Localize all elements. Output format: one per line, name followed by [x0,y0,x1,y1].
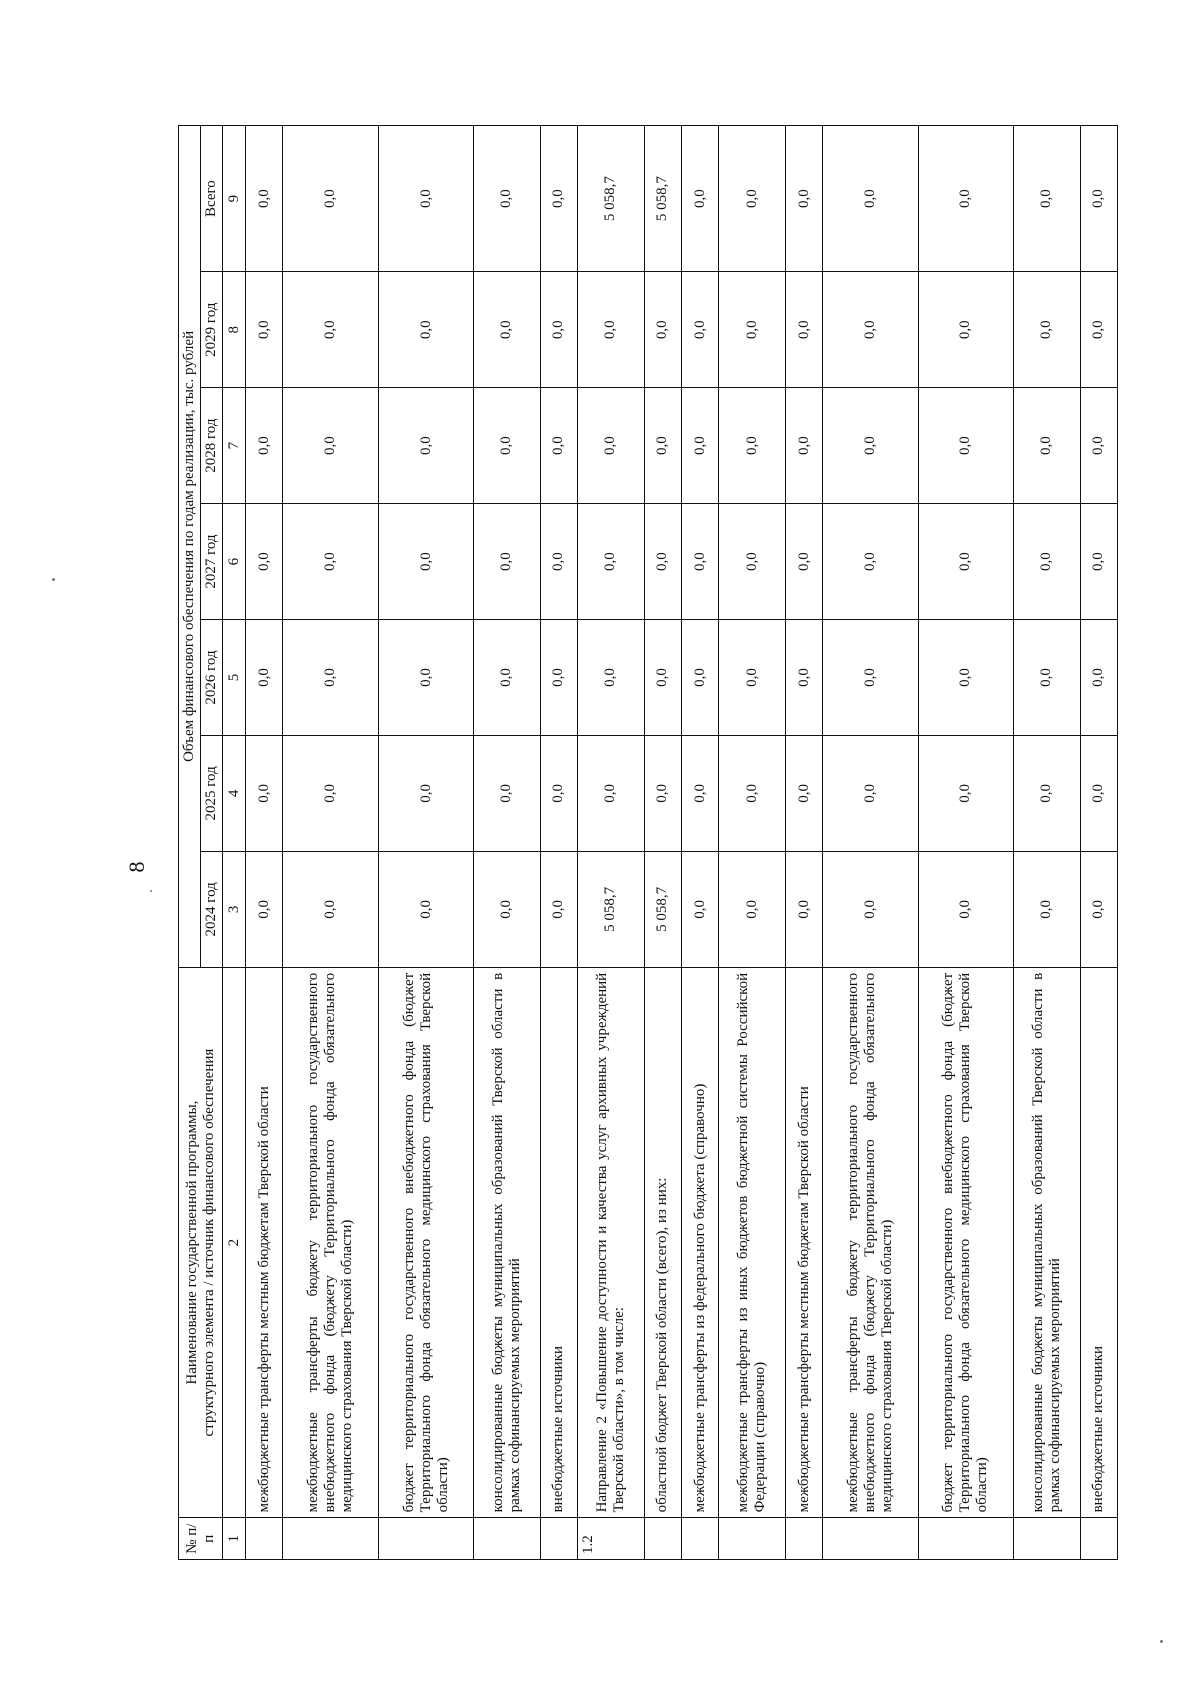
col-header-year: 2024 год [201,851,223,967]
row-year-value: 0,0 [682,272,719,388]
table-row [823,126,918,1560]
row-total-value: 0,0 [378,126,473,272]
row-total-value: 0,0 [283,126,378,272]
row-name: бюджет территориального государственного внебюджетного фонда (бюджет Территориального фонда обязательного медицинского страхования Тверской области) [918,967,1013,1518]
row-name: межбюджетные трансферты местным бюджетам Тверской области [246,967,283,1518]
scan-speck [52,578,55,581]
row-year-value: 0,0 [1080,388,1117,504]
row-name: межбюджетные трансферты из федерального бюджета (справочно) [682,967,719,1518]
row-total-value: 0,0 [719,126,785,272]
row-year-value: 0,0 [682,735,719,851]
row-name: межбюджетные трансферты бюджету территориального государственного внебюджетного фонда (бюджету Территориального фонда обязательного медицинского страхования Тверской области) [283,967,378,1518]
row-number [283,1518,378,1560]
row-year-value: 0,0 [378,388,473,504]
row-year-value: 0,0 [918,620,1013,736]
col-header-year: 2029 год [201,272,223,388]
col-header-volume: Объем финансового обеспечения по годам реализации, тыс. рублей [179,126,201,968]
row-year-value: 0,0 [378,851,473,967]
row-year-value: 0,0 [1080,272,1117,388]
row-number [823,1518,918,1560]
row-number [918,1518,1013,1560]
row-year-value: 0,0 [785,388,822,504]
row-total-value: 0,0 [246,126,283,272]
row-year-value: 0,0 [823,735,918,851]
row-number [682,1518,719,1560]
col-header-total: Всего [201,126,223,272]
row-name: бюджет территориального государственного внебюджетного фонда (бюджет Территориального фонда обязательного медицинского страхования Тверской области) [378,967,473,1518]
row-year-value: 0,0 [719,504,785,620]
column-index-cell: 2 [223,967,246,1518]
column-index-row [223,126,246,1560]
table-row [378,126,473,1560]
col-header-num: № п/п [179,1518,223,1560]
row-name: консолидированные бюджеты муниципальных образований Тверской области в рамках софинансируемых мероприятий [474,967,540,1518]
column-index-cell: 6 [223,504,246,620]
row-name: консолидированные бюджеты муниципальных образований Тверской области в рамках софинансируемых мероприятий [1014,967,1080,1518]
table-row [1014,126,1080,1560]
row-year-value: 0,0 [785,620,822,736]
row-year-value: 0,0 [785,851,822,967]
row-number [719,1518,785,1560]
row-year-value: 0,0 [283,504,378,620]
page-number: 8 [124,861,149,873]
row-year-value: 0,0 [246,504,283,620]
row-year-value: 0,0 [540,851,577,967]
row-year-value: 0,0 [474,504,540,620]
row-total-value: 0,0 [823,126,918,272]
row-year-value: 0,0 [474,272,540,388]
row-year-value: 0,0 [823,620,918,736]
row-year-value: 0,0 [719,388,785,504]
column-index-cell: 5 [223,620,246,736]
row-year-value: 0,0 [1080,851,1117,967]
row-year-value: 0,0 [246,735,283,851]
row-year-value: 0,0 [540,272,577,388]
row-year-value: 0,0 [1080,620,1117,736]
table-row [682,126,719,1560]
row-name: внебюджетные источники [1080,967,1117,1518]
row-total-value: 5 058,7 [644,126,681,272]
row-name: межбюджетные трансферты из иных бюджетов бюджетной системы Российской Федерации (справочно) [719,967,785,1518]
row-year-value: 0,0 [823,388,918,504]
row-year-value: 0,0 [823,851,918,967]
row-year-value: 5 058,7 [578,851,644,967]
row-year-value: 0,0 [540,388,577,504]
col-header-name [179,967,223,1518]
column-index-cell: 3 [223,851,246,967]
row-year-value: 0,0 [785,504,822,620]
row-year-value: 0,0 [682,851,719,967]
table-row [644,126,681,1560]
row-year-value: 0,0 [378,272,473,388]
row-year-value: 0,0 [644,735,681,851]
col-header-year: 2027 год [201,504,223,620]
col-header-year: 2025 год [201,735,223,851]
row-year-value: 0,0 [283,851,378,967]
row-year-value: 0,0 [578,620,644,736]
row-year-value: 0,0 [246,388,283,504]
row-year-value: 0,0 [644,620,681,736]
row-year-value: 0,0 [918,388,1013,504]
row-year-value: 0,0 [378,620,473,736]
col-header-name-line-2: структурного элемента / источник финансового обеспечения [200,1048,217,1437]
row-number [785,1518,822,1560]
row-year-value: 0,0 [246,851,283,967]
row-year-value: 0,0 [578,388,644,504]
row-year-value: 0,0 [644,388,681,504]
row-year-value: 0,0 [1014,735,1080,851]
row-year-value: 0,0 [823,272,918,388]
row-year-value: 0,0 [540,620,577,736]
row-name: межбюджетные трансферты местным бюджетам Тверской области [785,967,822,1518]
header-row-1 [179,126,201,1560]
table-row [1080,126,1117,1560]
col-header-year: 2028 год [201,388,223,504]
row-year-value: 0,0 [719,272,785,388]
row-number [246,1518,283,1560]
column-index-cell: 7 [223,388,246,504]
row-year-value: 0,0 [918,272,1013,388]
scan-speck [1160,1640,1163,1643]
row-year-value: 0,0 [1014,620,1080,736]
column-index-cell: 1 [223,1518,246,1560]
row-number [644,1518,681,1560]
row-year-value: 0,0 [283,388,378,504]
table-row [474,126,540,1560]
row-number [378,1518,473,1560]
row-total-value: 0,0 [785,126,822,272]
financing-table [178,125,1118,1560]
row-name: внебюджетные источники [540,967,577,1518]
row-number [1014,1518,1080,1560]
row-year-value: 0,0 [283,620,378,736]
row-year-value: 0,0 [246,620,283,736]
row-year-value: 0,0 [644,504,681,620]
row-name: Направление 2 «Повышение доступности и качества услуг архивных учреждений Тверской области», в том числе: [578,967,644,1518]
row-year-value: 0,0 [918,504,1013,620]
table-row [578,126,644,1560]
row-year-value: 0,0 [1014,272,1080,388]
table-body [246,126,1118,1560]
row-year-value: 0,0 [918,735,1013,851]
table-row [246,126,283,1560]
row-year-value: 0,0 [1080,504,1117,620]
row-year-value: 0,0 [1014,504,1080,620]
column-index-cell: 4 [223,735,246,851]
col-header-name-line-1: Наименование государственной программы, [183,1100,200,1385]
row-year-value: 0,0 [474,388,540,504]
row-year-value: 0,0 [1014,388,1080,504]
row-year-value: 0,0 [540,735,577,851]
row-total-value: 0,0 [682,126,719,272]
row-number [474,1518,540,1560]
row-year-value: 0,0 [540,504,577,620]
table-row [719,126,785,1560]
row-total-value: 0,0 [1080,126,1117,272]
table-row [918,126,1013,1560]
row-total-value: 0,0 [540,126,577,272]
row-year-value: 0,0 [719,735,785,851]
row-year-value: 5 058,7 [644,851,681,967]
row-year-value: 0,0 [823,504,918,620]
table-row [785,126,822,1560]
table-row [283,126,378,1560]
row-year-value: 0,0 [719,620,785,736]
row-total-value: 0,0 [474,126,540,272]
row-year-value: 0,0 [1014,851,1080,967]
row-total-value: 0,0 [1014,126,1080,272]
row-year-value: 0,0 [682,388,719,504]
row-name: межбюджетные трансферты бюджету территориального государственного внебюджетного фонда (бюджету Территориального фонда обязательного медицинского страхования Тверской области) [823,967,918,1518]
row-year-value: 0,0 [682,620,719,736]
row-year-value: 0,0 [578,272,644,388]
row-number [540,1518,577,1560]
scan-speck [150,890,152,892]
row-number: 1.2 [578,1518,644,1560]
row-year-value: 0,0 [283,735,378,851]
rotated-table-container [178,125,1118,1560]
row-year-value: 0,0 [378,504,473,620]
row-year-value: 0,0 [246,272,283,388]
col-header-year: 2026 год [201,620,223,736]
row-year-value: 0,0 [682,504,719,620]
row-year-value: 0,0 [785,735,822,851]
row-year-value: 0,0 [474,851,540,967]
row-year-value: 0,0 [578,735,644,851]
row-year-value: 0,0 [474,620,540,736]
row-number [1080,1518,1117,1560]
row-year-value: 0,0 [719,851,785,967]
row-total-value: 5 058,7 [578,126,644,272]
row-name: областной бюджет Тверской области (всего), из них: [644,967,681,1518]
row-year-value: 0,0 [644,272,681,388]
column-index-cell: 9 [223,126,246,272]
table-row [540,126,577,1560]
row-year-value: 0,0 [283,272,378,388]
row-year-value: 0,0 [378,735,473,851]
row-year-value: 0,0 [1080,735,1117,851]
row-total-value: 0,0 [918,126,1013,272]
row-year-value: 0,0 [474,735,540,851]
row-year-value: 0,0 [578,504,644,620]
row-year-value: 0,0 [785,272,822,388]
row-year-value: 0,0 [918,851,1013,967]
column-index-cell: 8 [223,272,246,388]
